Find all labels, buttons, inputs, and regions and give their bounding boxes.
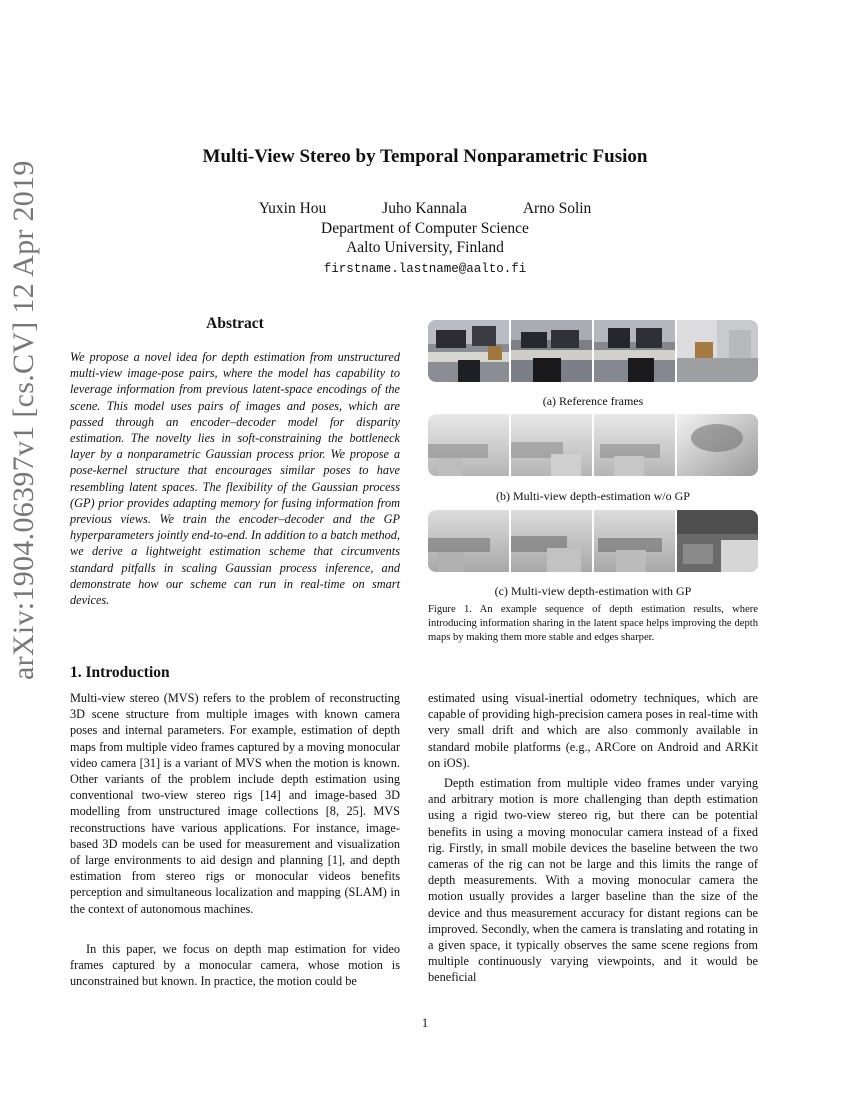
author-list [0,200,850,218]
affiliation-university: Aalto University, Finland [346,239,504,256]
intro-paragraph-2: In this paper, we focus on depth map estimation for video frames captured by a monocular camera, whose motion is unconstrained but known. In practice, the motion could be [70,942,400,989]
author-name: Yuxin Hou [258,200,327,217]
author-name: Juho Kannala [382,200,467,217]
abstract-heading: Abstract [206,315,264,332]
depth-without-gp-image [428,414,758,476]
affiliation-department: Department of Computer Science [321,220,529,237]
paper-title: Multi-View Stereo by Temporal Nonparametric Fusion [202,146,648,167]
abstract-text: We propose a novel idea for depth estimation from unstructured multi-view image-pose pairs, where the model has capability to leverage information from previous latent-space encodings of the scene. This model uses pairs of images and poses, which are passed through an encoder–decoder model for disparity estimation. The novelty lies in soft-constraining the bottleneck layer by a nonparametric Gaussian process prior. We propose a pose-kernel structure that encourages similar poses to have resembling latent spaces. The flexibility of the Gaussian process (GP) prior provides adapting memory for fusing information from previous views. We train the encoder–decoder and the GP hyperparameters jointly end-to-end. In addition to a batch method, we derive a lightweight estimation scheme that circumvents standard pitfalls in scaling Gaussian process inference, and demonstrate how our scheme can run in real-time on smart devices. [70,350,400,608]
subcaption-a: (a) Reference frames [542,394,644,408]
section-heading-introduction: 1. Introduction [70,664,170,681]
subcaption-c: (c) Multi-view depth-estimation with GP [494,584,692,598]
reference-frames-image [428,320,758,382]
subcaption-b: (b) Multi-view depth-estimation w/o GP [496,489,690,503]
intro-paragraph-3: estimated using visual-inertial odometry techniques, which are capable of providing high-precision camera poses in real-time with very small drift and which are also commonly available in standard mobile platforms (e.g., ARCore on Android and ARKit on iOS). [428,691,758,770]
figure-caption: Figure 1. An example sequence of depth estimation results, where introducing information sharing in the latent space helps improving the depth maps by making them more stable and edges sharper. [428,604,758,643]
arxiv-identifier-stamp: arXiv:1904.06397v1 [cs.CV] 12 Apr 2019 [7,160,40,680]
depth-with-gp-image [428,510,758,572]
intro-paragraph-1: Multi-view stereo (MVS) refers to the problem of reconstructing 3D scene structure from multiple images with known camera poses and internal parameters. For example, estimation of depth maps from multiple video frames captured by a moving monocular video camera [31] is a variant of MVS when the motion is known. Other variants of the problem include depth estimation using conventional two-view stereo rigs [14] and image-based 3D modelling from unstructured image collections [8, 25]. MVS reconstructions have various applications. For instance, image-based 3D models can be used for measurement and visualization of large environments to aid design and planning [1], and depth estimation from stereo rigs or monocular videos benefits perception and simultaneous localization and mapping (SLAM) in the context of autonomous machines. [70,691,400,916]
author-email: firstname.lastname@aalto.fi [323,262,527,276]
intro-paragraph-4: Depth estimation from multiple video frames under varying and arbitrary motion is more challenging than depth estimation using a rigid two-view stereo rig, but there can be potential benefits in using a moving monocular camera instead of a fixed rig. Firstly, in small mobile devices the baseline between the two cameras of the rig can not be large and this limits the range of depth measurements. With a moving monocular camera the motion usually provides a larger baseline than the size of the device and thus measurement accuracy for distant regions can be improved. Secondly, when the camera is translating and rotating in a given space, it typically observes the same scene regions from multiple continuously varying viewpoints, and it would be beneficial [428,776,758,985]
page-number: 1 [421,1016,429,1030]
author-name: Arno Solin [522,200,592,217]
